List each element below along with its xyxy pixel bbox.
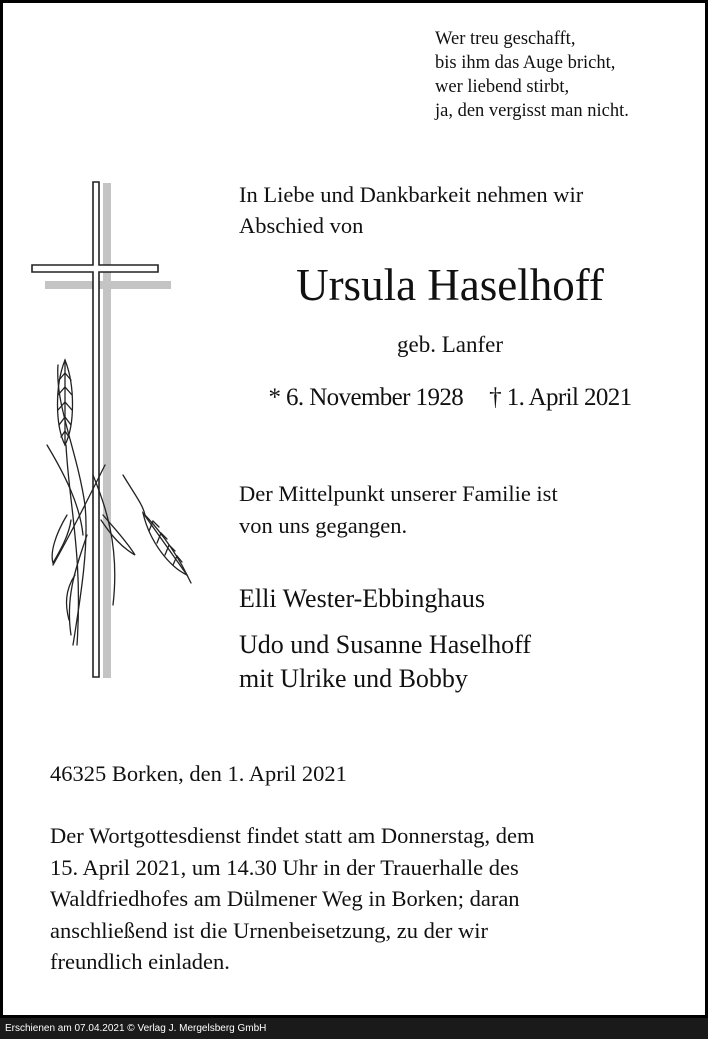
service-line: Der Wortgottesdienst findet statt am Donnerstag, dem (50, 823, 535, 848)
cross-icon (32, 182, 158, 677)
funeral-service-info (50, 820, 661, 978)
service-line: 15. April 2021, um 14.30 Uhr in der Trauerhalle des (50, 854, 519, 880)
center-text (239, 478, 661, 542)
intro-text (239, 179, 583, 241)
location-date: 46325 Borken, den 1. April 2021 (50, 761, 347, 786)
poem-line: ja, den vergisst man nicht. (435, 101, 629, 121)
birth-date: * 6. November 1928 (268, 384, 464, 411)
service-line: freundlich einladen. (50, 949, 230, 974)
wheat-icon (47, 360, 191, 645)
poem-verse (435, 27, 629, 123)
intro-line: In Liebe und Dankbarkeit nehmen wir (239, 182, 584, 207)
cross-shadow (45, 183, 171, 678)
mourner-1: Elli Wester-Ebbinghaus (239, 584, 486, 613)
life-dates (239, 381, 661, 415)
publication-footer: Erschienen am 07.04.2021 © Verlag J. Mergelsberg GmbH (0, 1018, 708, 1039)
poem-line: wer liebend stirbt, (435, 77, 570, 97)
mourner-3: mit Ulrike und Bobby (239, 664, 468, 693)
service-line: anschließend ist die Urnenbeisetzung, zu der wir (50, 917, 488, 943)
center-text-line: von uns gegangen. (239, 513, 408, 538)
cross-with-wheat-icon (25, 175, 195, 685)
center-text-line: Der Mittelpunkt unserer Familie ist (239, 481, 558, 506)
intro-line: Abschied von (239, 213, 364, 238)
poem-line: Wer treu geschafft, (435, 29, 576, 49)
mourner-group (239, 628, 531, 696)
mourner-2: Udo und Susanne Haselhoff (239, 630, 531, 659)
death-date: † 1. April 2021 (489, 384, 632, 411)
poem-line: bis ihm das Auge bricht, (435, 53, 616, 73)
birth-name: geb. Lanfer (397, 332, 503, 357)
deceased-name: Ursula Haselhoff (296, 260, 604, 310)
service-line: Waldfriedhofes am Dülmener Weg in Borken; daran (50, 886, 520, 911)
